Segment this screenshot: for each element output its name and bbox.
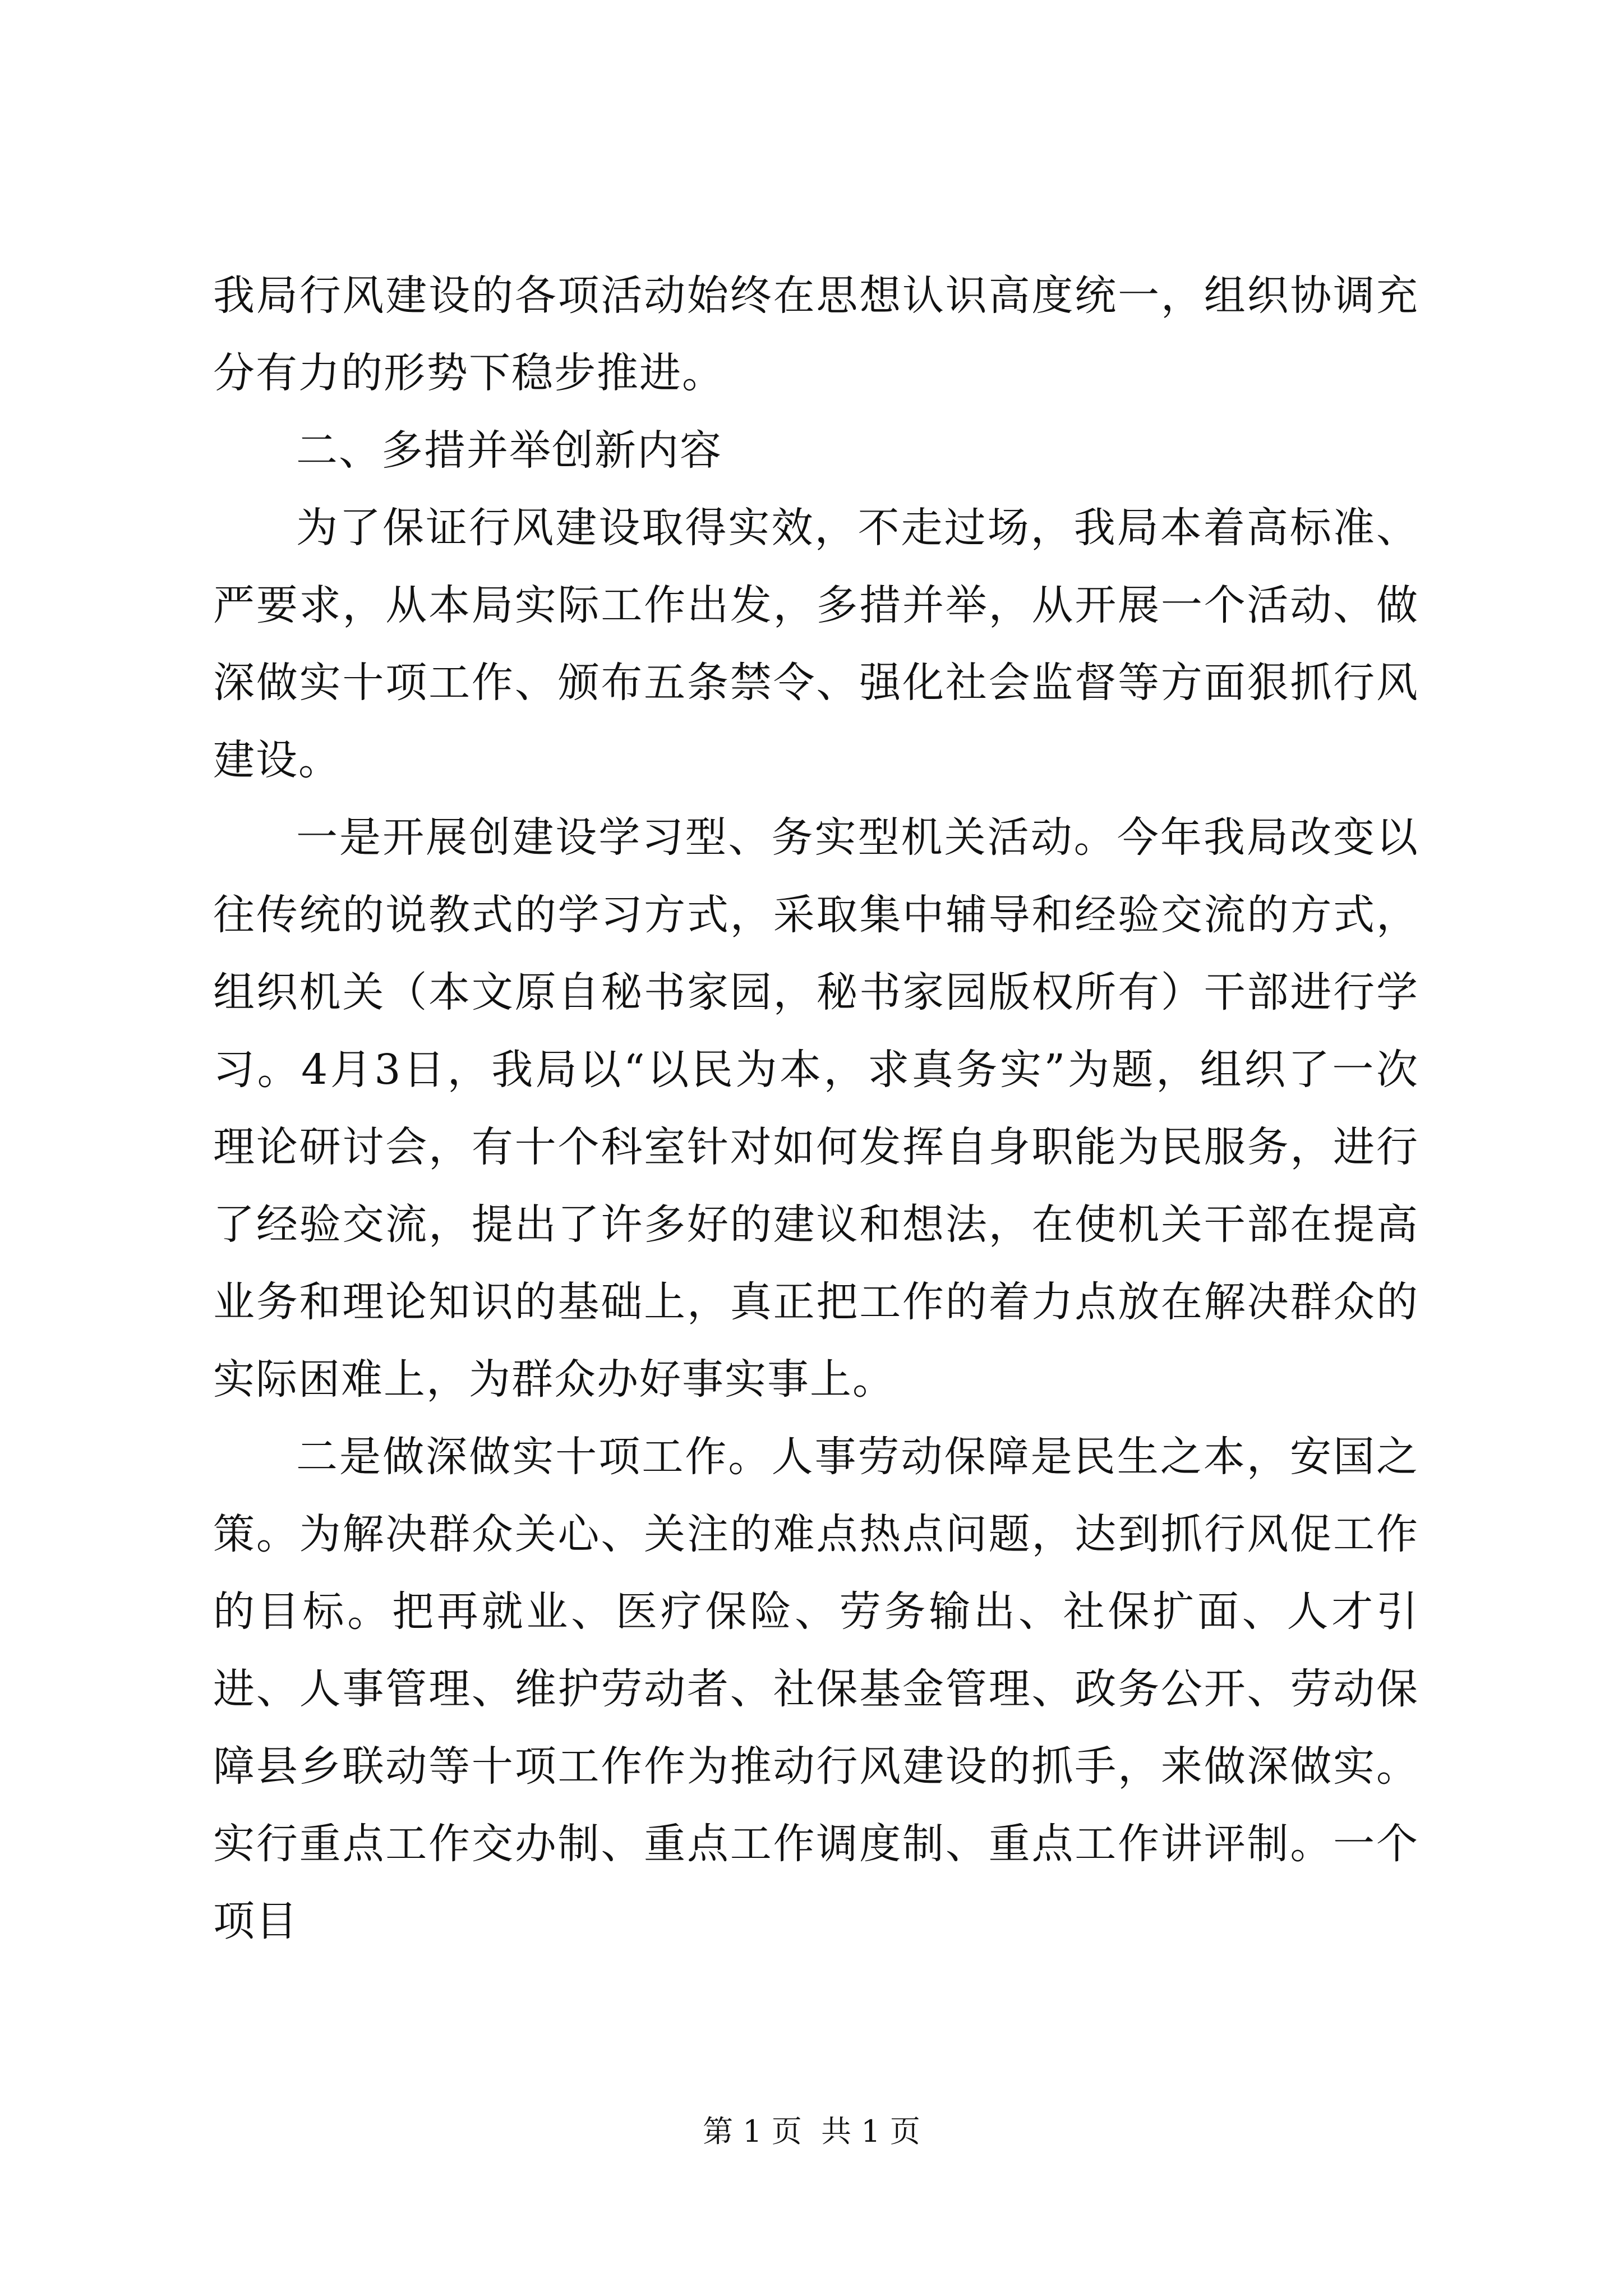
document-body bbox=[213, 257, 1419, 1960]
paragraph-continuation: 我局行风建设的各项活动始终在思想认识高度统一，组织协调充分有力的形势下稳步推进。 bbox=[213, 272, 1419, 397]
page-number-label: 第 1 页 共 1 页 bbox=[703, 2114, 920, 2149]
paragraph-item-two: 二是做深做实十项工作。人事劳动保障是民生之本，安国之策。为解决群众关心、关注的难点热点问题，达到抓行风促工作的目标。把再就业、医疗保险、劳务输出、社保扩面、人才引进、人事管理、维护劳动者、社保基金管理、政务公开、劳动保障县乡联动等十项工作作为推动行风建设的抓手，来做深做实。实行重点工作交办制、重点工作调度制、重点工作讲评制。一个项目 bbox=[213, 1433, 1419, 1945]
paragraph-intro: 为了保证行风建设取得实效，不走过场，我局本着高标准、严要求，从本局实际工作出发，多措并举，从开展一个活动、做深做实十项工作、颁布五条禁令、强化社会监督等方面狠抓行风建设。 bbox=[213, 504, 1419, 784]
page-footer bbox=[0, 2112, 1623, 2151]
section-heading: 二、多措并举创新内容 bbox=[296, 426, 722, 475]
paragraph-item-one: 一是开展创建设学习型、务实型机关活动。今年我局改变以往传统的说教式的学习方式，采取集中辅导和经验交流的方式，组织机关（本文原自秘书家园，秘书家园版权所有）干部进行学习。4月3日，我局以“以民为本，求真务实”为题，组织了一次理论研讨会，有十个科室针对如何发挥自身职能为民服务，进行了经验交流，提出了许多好的建议和想法，在使机关干部在提高业务和理论知识的基础上，真正把工作的着力点放在解决群众的实际困难上，为群众办好事实事上。 bbox=[213, 813, 1419, 1404]
